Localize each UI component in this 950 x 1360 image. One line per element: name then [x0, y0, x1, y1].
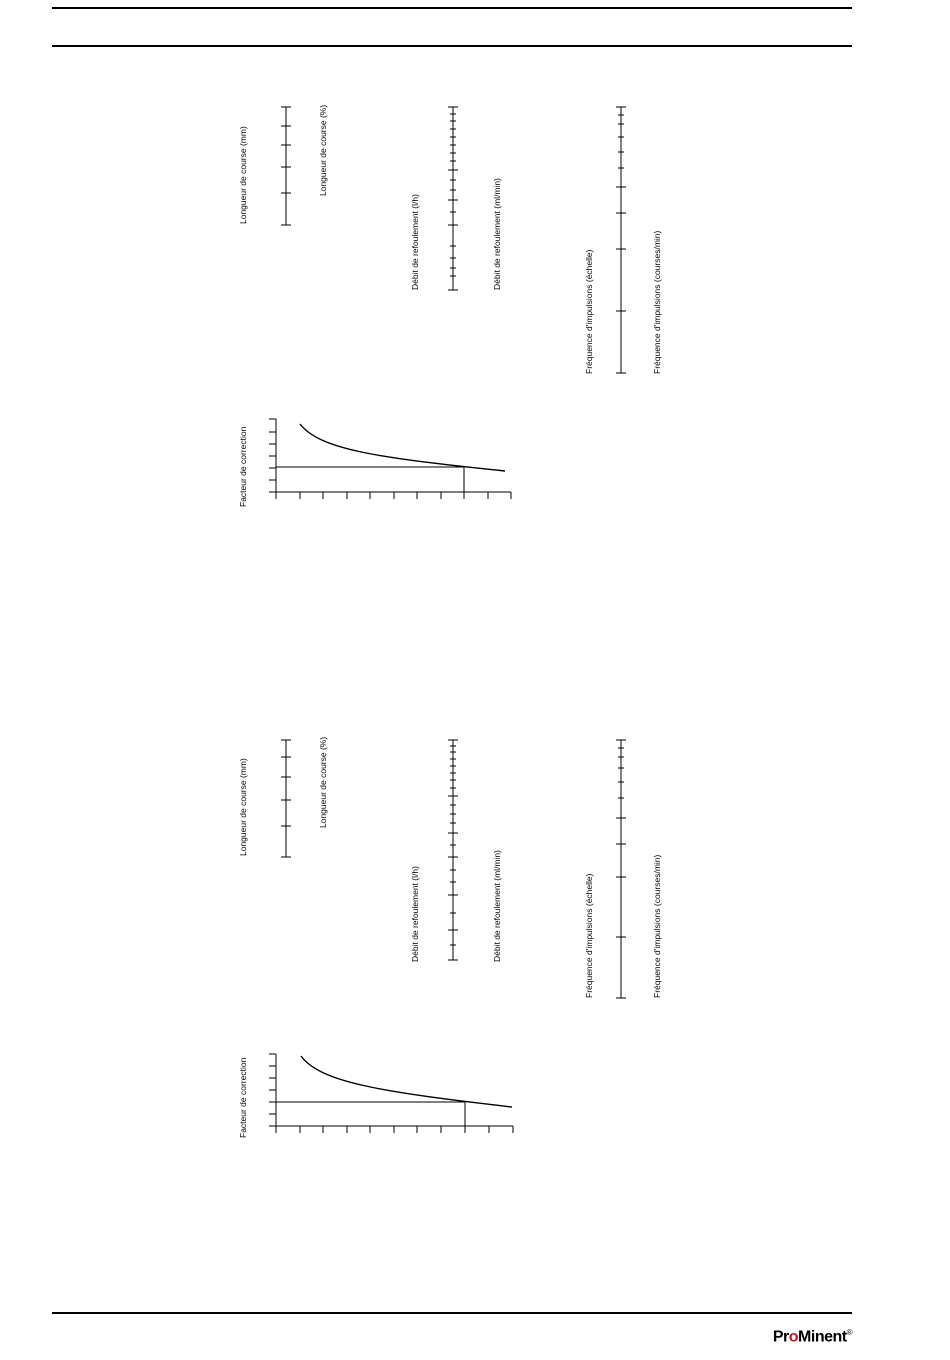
label-freq-scale: Fréquence d'impulsions (échelle) — [584, 249, 594, 374]
label-correction: Facteur de correction — [238, 426, 248, 507]
nomogram-2 — [238, 737, 662, 1138]
label-stroke-pct: Longueur de course (%) — [318, 104, 328, 196]
footer-rule — [52, 1312, 852, 1314]
label-flow-lh: Débit de refoulement (l/h) — [410, 194, 420, 290]
label-freq-strokes: Fréquence d'impulsions (courses/min) — [652, 230, 662, 374]
logo-part-o: o — [788, 1328, 799, 1346]
label-stroke-pct: Longueur de course (%) — [318, 736, 328, 828]
label-freq-strokes: Fréquence d'impulsions (courses/min) — [652, 854, 662, 998]
stroke-length-scale — [281, 740, 291, 857]
label-freq-scale: Fréquence d'impulsions (échelle) — [584, 873, 594, 998]
label-stroke-mm: Longueur de course (mm) — [238, 126, 248, 224]
frequency-scale — [616, 740, 626, 998]
label-flow-mlmin: Débit de refoulement (ml/min) — [492, 178, 502, 290]
label-correction: Facteur de correction — [238, 1057, 248, 1138]
prominent-logo — [773, 1328, 852, 1346]
label-stroke-mm: Longueur de course (mm) — [238, 758, 248, 856]
nomogram-1 — [238, 105, 662, 507]
logo-part-pro: Pr — [772, 1328, 789, 1346]
logo-registered-mark: ® — [846, 1328, 852, 1337]
logo-part-minent: Minent — [798, 1328, 847, 1346]
label-flow-mlmin: Débit de refoulement (ml/min) — [492, 850, 502, 962]
flow-rate-scale — [448, 740, 458, 960]
frequency-scale — [616, 107, 626, 373]
correction-plot — [269, 1054, 513, 1133]
stroke-length-scale — [281, 107, 291, 225]
correction-plot — [269, 419, 511, 499]
label-flow-lh: Débit de refoulement (l/h) — [410, 866, 420, 962]
flow-rate-scale — [448, 107, 458, 290]
